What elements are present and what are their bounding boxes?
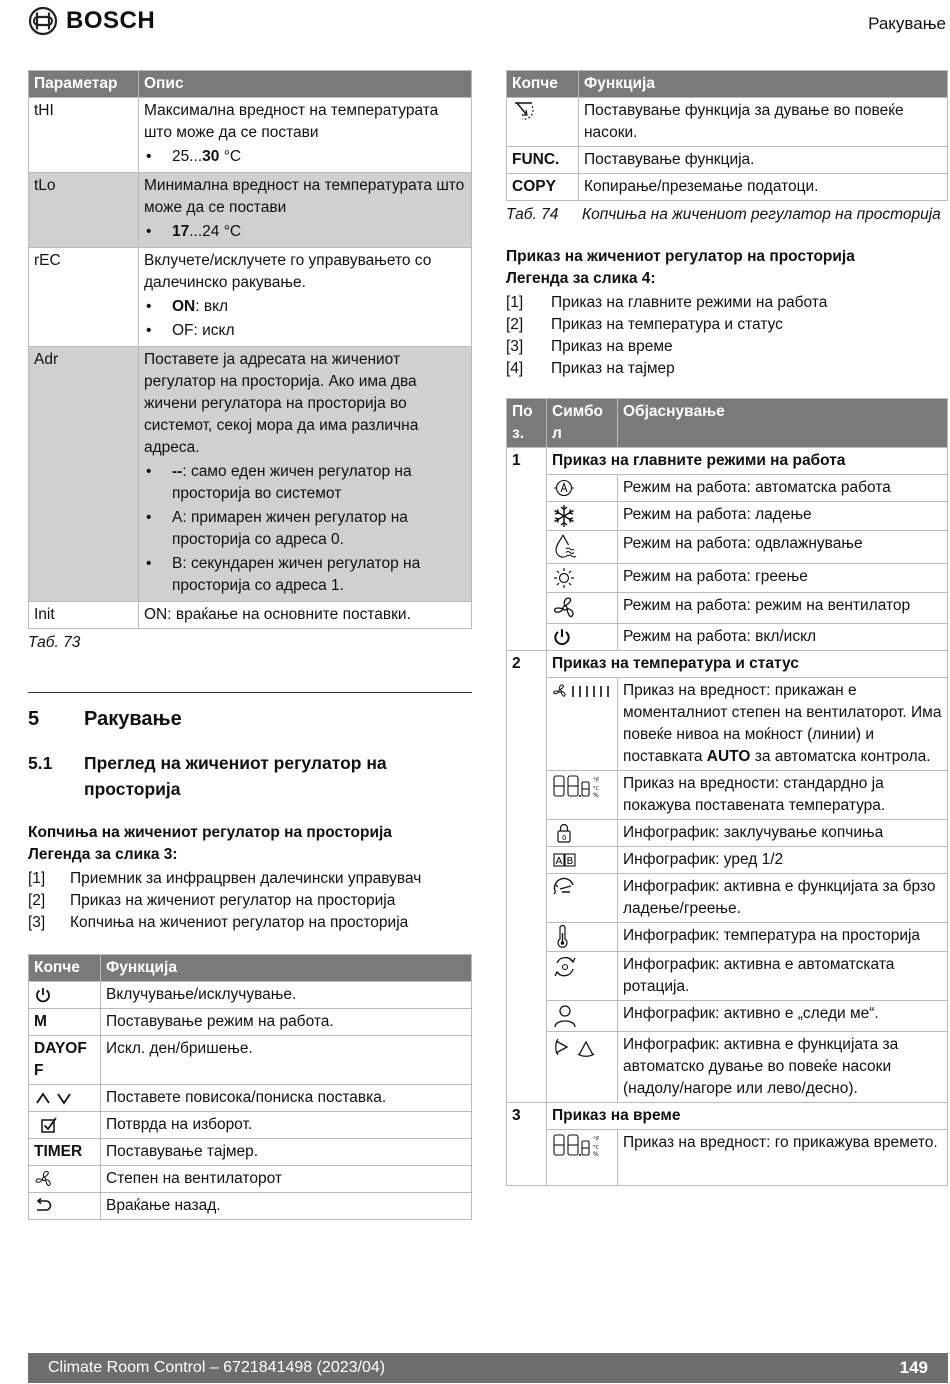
table-row xyxy=(507,1001,948,1032)
list-item: [1] Приемник за инфрацрвен далечински управувач xyxy=(28,870,422,888)
symbol-desc: Режим на работа: автоматска работа xyxy=(618,475,948,502)
page-footer xyxy=(28,1353,948,1383)
table-caption: Таб. 73 xyxy=(28,634,81,651)
table-row xyxy=(507,820,948,847)
table-row xyxy=(507,1032,948,1103)
list-item: • --: само еден жичен регулатор на просторија во системот xyxy=(144,461,466,505)
parameters-table xyxy=(28,70,472,629)
group-title: Приказ на време xyxy=(547,1103,948,1130)
table-header: Функција xyxy=(101,955,472,982)
list-item: • B: секундарен жичен регулатор на просторија со адреса 1. xyxy=(144,553,466,597)
table-header: Поз. xyxy=(507,399,547,448)
section-divider xyxy=(28,692,472,693)
table-row xyxy=(29,1009,472,1036)
table-row xyxy=(507,678,948,771)
list-item: [3] Копчиња на жичениот регулатор на просторија xyxy=(28,914,409,932)
table-row xyxy=(507,952,948,1001)
table-row xyxy=(507,847,948,874)
position-number: 2 xyxy=(507,651,547,1103)
param-name: rEC xyxy=(29,248,139,347)
param-desc: Вклучете/исклучете го управувањето со далечинско ракување. • ON: вкл • OF: искл xyxy=(139,248,472,347)
svg-text:%: % xyxy=(593,1151,599,1159)
display-heading: Приказ на жичениот регулатор на просторија xyxy=(506,248,855,265)
table-header: Опис xyxy=(139,71,472,98)
turbo-icon xyxy=(552,877,578,897)
table-row xyxy=(507,624,948,651)
key-function: Степен на вентилаторот xyxy=(101,1166,472,1193)
table-row xyxy=(507,448,948,475)
key-label: M xyxy=(29,1009,101,1036)
param-desc: Минимална вредност на температурата што може да се постави • 17...24 °C xyxy=(139,173,472,248)
key-function: Искл. ден/бришење. xyxy=(101,1036,472,1085)
subsection-heading: 5.1 Преглед на жичениот регулатор на просторија xyxy=(28,753,387,799)
table-row xyxy=(29,1036,472,1085)
position-number: 3 xyxy=(507,1103,547,1186)
table-row xyxy=(29,1139,472,1166)
table-row xyxy=(29,1193,472,1220)
legend-list xyxy=(28,868,472,934)
thermometer-icon xyxy=(552,925,572,949)
table-row xyxy=(507,531,948,564)
legend-title: Легенда за слика 3: xyxy=(28,846,178,864)
table-row xyxy=(29,347,472,602)
symbol-desc: Режим на работа: греење xyxy=(618,564,948,593)
table-row xyxy=(507,1130,948,1186)
fan-icon xyxy=(34,1169,54,1189)
auto-mode-icon xyxy=(552,478,576,498)
dehumidify-icon xyxy=(552,533,580,561)
group-title: Приказ на температура и статус xyxy=(547,651,948,678)
checkbox-icon xyxy=(40,1116,58,1134)
symbol-desc: Инфографик: температура на просторија xyxy=(618,923,948,952)
list-item: [4] Приказ на тајмер xyxy=(506,360,675,377)
up-down-icon xyxy=(34,1090,74,1106)
key-function: Поставување функција за дување во повеќе насоки. xyxy=(579,98,948,147)
table-header: Копче xyxy=(29,955,101,982)
table-header: Објаснување xyxy=(618,399,948,448)
left-column xyxy=(28,70,472,1220)
symbols-table xyxy=(506,398,948,1186)
table-row xyxy=(29,248,472,347)
svg-text:0: 0 xyxy=(562,834,567,842)
param-name: tLo xyxy=(29,173,139,248)
symbol-desc: Инфографик: активна е функцијата за автоматско дување во повеќе насоки (надолу/нагоре или лево/десно). xyxy=(618,1032,948,1103)
segment-display-icon xyxy=(552,1132,608,1160)
table-row xyxy=(507,147,948,174)
table-header: Симбол xyxy=(547,399,618,448)
table-row xyxy=(29,602,472,629)
list-item: • OF: искл xyxy=(144,320,466,342)
table-row xyxy=(507,923,948,952)
rotation-icon xyxy=(552,954,578,980)
lock-icon xyxy=(552,822,576,844)
table-row xyxy=(29,1166,472,1193)
person-icon xyxy=(552,1003,578,1029)
section-title: Ракување xyxy=(868,14,946,33)
table-row xyxy=(507,502,948,531)
key-function: Поставување функција. xyxy=(579,147,948,174)
list-item: [2] Приказ на температура и статус xyxy=(506,316,783,333)
key-function: Потврда на изборот. xyxy=(101,1112,472,1139)
bosch-armature-icon xyxy=(28,6,58,36)
svg-text:%: % xyxy=(593,792,599,799)
table-row xyxy=(29,1085,472,1112)
table-row xyxy=(29,982,472,1009)
key-label: FUNC. xyxy=(507,147,579,174)
table-row xyxy=(29,173,472,248)
svg-text:A: A xyxy=(555,856,563,867)
brand-logo xyxy=(28,6,155,36)
symbol-desc: Инфографик: активна е функцијата за брзо ладење/греење. xyxy=(618,874,948,923)
right-column xyxy=(506,70,948,1186)
param-name: Init xyxy=(29,602,139,629)
fan-level-icon xyxy=(552,682,612,700)
snowflake-icon xyxy=(552,504,576,528)
list-item: • A: примарен жичен регулатор на просторија со адреса 0. xyxy=(144,507,466,551)
ab-icon xyxy=(552,851,578,869)
power-icon xyxy=(34,986,52,1004)
back-icon xyxy=(34,1198,52,1214)
key-function: Поставување режим на работа. xyxy=(101,1009,472,1036)
key-label: DAYOFF xyxy=(29,1036,101,1085)
key-function: Вклучување/исклучување. xyxy=(101,982,472,1009)
brand-name: BOSCH xyxy=(66,7,156,34)
param-desc: Максимална вредност на температурата што може да се постави • 25...30 °C xyxy=(139,98,472,173)
position-number: 1 xyxy=(507,448,547,651)
legend-list xyxy=(506,292,948,380)
section-heading: 5 Ракување xyxy=(28,708,182,730)
page-number: 149 xyxy=(899,1357,928,1377)
table-header: Параметар xyxy=(29,71,139,98)
key-label: TIMER xyxy=(29,1139,101,1166)
list-item: [2] Приказ на жичениот регулатор на просторија xyxy=(28,892,396,910)
swing-directions-icon xyxy=(552,1034,600,1060)
symbol-desc: Инфографик: заклучување копчиња xyxy=(618,820,948,847)
symbol-desc: Инфографик: уред 1/2 xyxy=(618,847,948,874)
key-label: COPY xyxy=(507,174,579,201)
table-header: Копче xyxy=(507,71,579,98)
list-item: • 17...24 °C xyxy=(144,221,466,243)
symbol-desc: Режим на работа: одвлажнување xyxy=(618,531,948,564)
svg-text:°F: °F xyxy=(593,1136,600,1144)
keys-table xyxy=(28,954,472,1220)
list-item: • 25...30 °C xyxy=(144,146,466,168)
symbol-desc: Режим на работа: вкл/искл xyxy=(618,624,948,651)
symbol-desc: Инфографик: активна е автоматската ротација. xyxy=(618,952,948,1001)
swing-icon xyxy=(512,100,538,122)
key-function: Поставување тајмер. xyxy=(101,1139,472,1166)
table-header: Функција xyxy=(579,71,948,98)
list-item: • ON: вкл xyxy=(144,296,466,318)
table-row xyxy=(507,1103,948,1130)
svg-text:°F: °F xyxy=(593,777,600,784)
segment-display-icon xyxy=(552,773,608,801)
table-row xyxy=(507,174,948,201)
symbol-desc: Приказ на вредност: прикажан е моменталниот степен на вентилаторот. Има повеќе нивоа на моќност (линии) и поставката AUTO за автоматска контрола. xyxy=(618,678,948,771)
fan-icon xyxy=(552,595,578,621)
symbol-desc: Инфографик: активно е „следи ме“. xyxy=(618,1001,948,1032)
symbol-desc: Режим на работа: ладење xyxy=(618,502,948,531)
param-desc: ON: враќање на основните поставки. xyxy=(139,602,472,629)
table-row xyxy=(507,564,948,593)
list-item: [3] Приказ на време xyxy=(506,338,673,355)
symbol-desc: Приказ на вредности: стандардно ја покажува поставената температура. xyxy=(618,771,948,820)
table-row xyxy=(507,593,948,624)
legend-title: Легенда за слика 4: xyxy=(506,270,656,287)
table-row xyxy=(29,1112,472,1139)
table-caption: Таб. 74 Копчиња на жичениот регулатор на просторија xyxy=(506,206,941,223)
param-desc: Поставете ја адресата на жичениот регулатор на просторија. Ако има два жичени регулатора на просторија во системот, секој мора да има различна адреса. • --: само еден жичен регулатор на просторија во системот • A: примарен жичен регулатор на просторија со адреса 0. • B: секундарен жичен регулатор на просторија со адреса 1. xyxy=(139,347,472,602)
key-function: Копирање/преземање податоци. xyxy=(579,174,948,201)
symbol-desc: Приказ на вредност: го прикажува времето. xyxy=(618,1130,948,1186)
svg-text:°C: °C xyxy=(593,786,599,792)
power-icon xyxy=(552,627,572,647)
symbol-desc: Режим на работа: режим на вентилатор xyxy=(618,593,948,624)
table-row xyxy=(29,98,472,173)
key-function: Враќање назад. xyxy=(101,1193,472,1220)
list-item: [1] Приказ на главните режими на работа xyxy=(506,294,828,311)
table-row xyxy=(507,771,948,820)
keys-table-74 xyxy=(506,70,948,201)
group-title: Приказ на главните режими на работа xyxy=(547,448,948,475)
key-function: Поставете повисока/пониска поставка. xyxy=(101,1085,472,1112)
table-row xyxy=(507,98,948,147)
table-row xyxy=(507,475,948,502)
document-id: Climate Room Control – 6721841498 (2023/04) xyxy=(48,1358,386,1376)
sun-icon xyxy=(552,566,576,590)
table-row xyxy=(507,651,948,678)
param-name: Adr xyxy=(29,347,139,602)
buttons-heading: Копчиња на жичениот регулатор на просторија xyxy=(28,824,392,842)
svg-text:B: B xyxy=(566,856,574,867)
table-row xyxy=(507,874,948,923)
param-name: tHI xyxy=(29,98,139,173)
svg-text:°C: °C xyxy=(593,1145,599,1152)
